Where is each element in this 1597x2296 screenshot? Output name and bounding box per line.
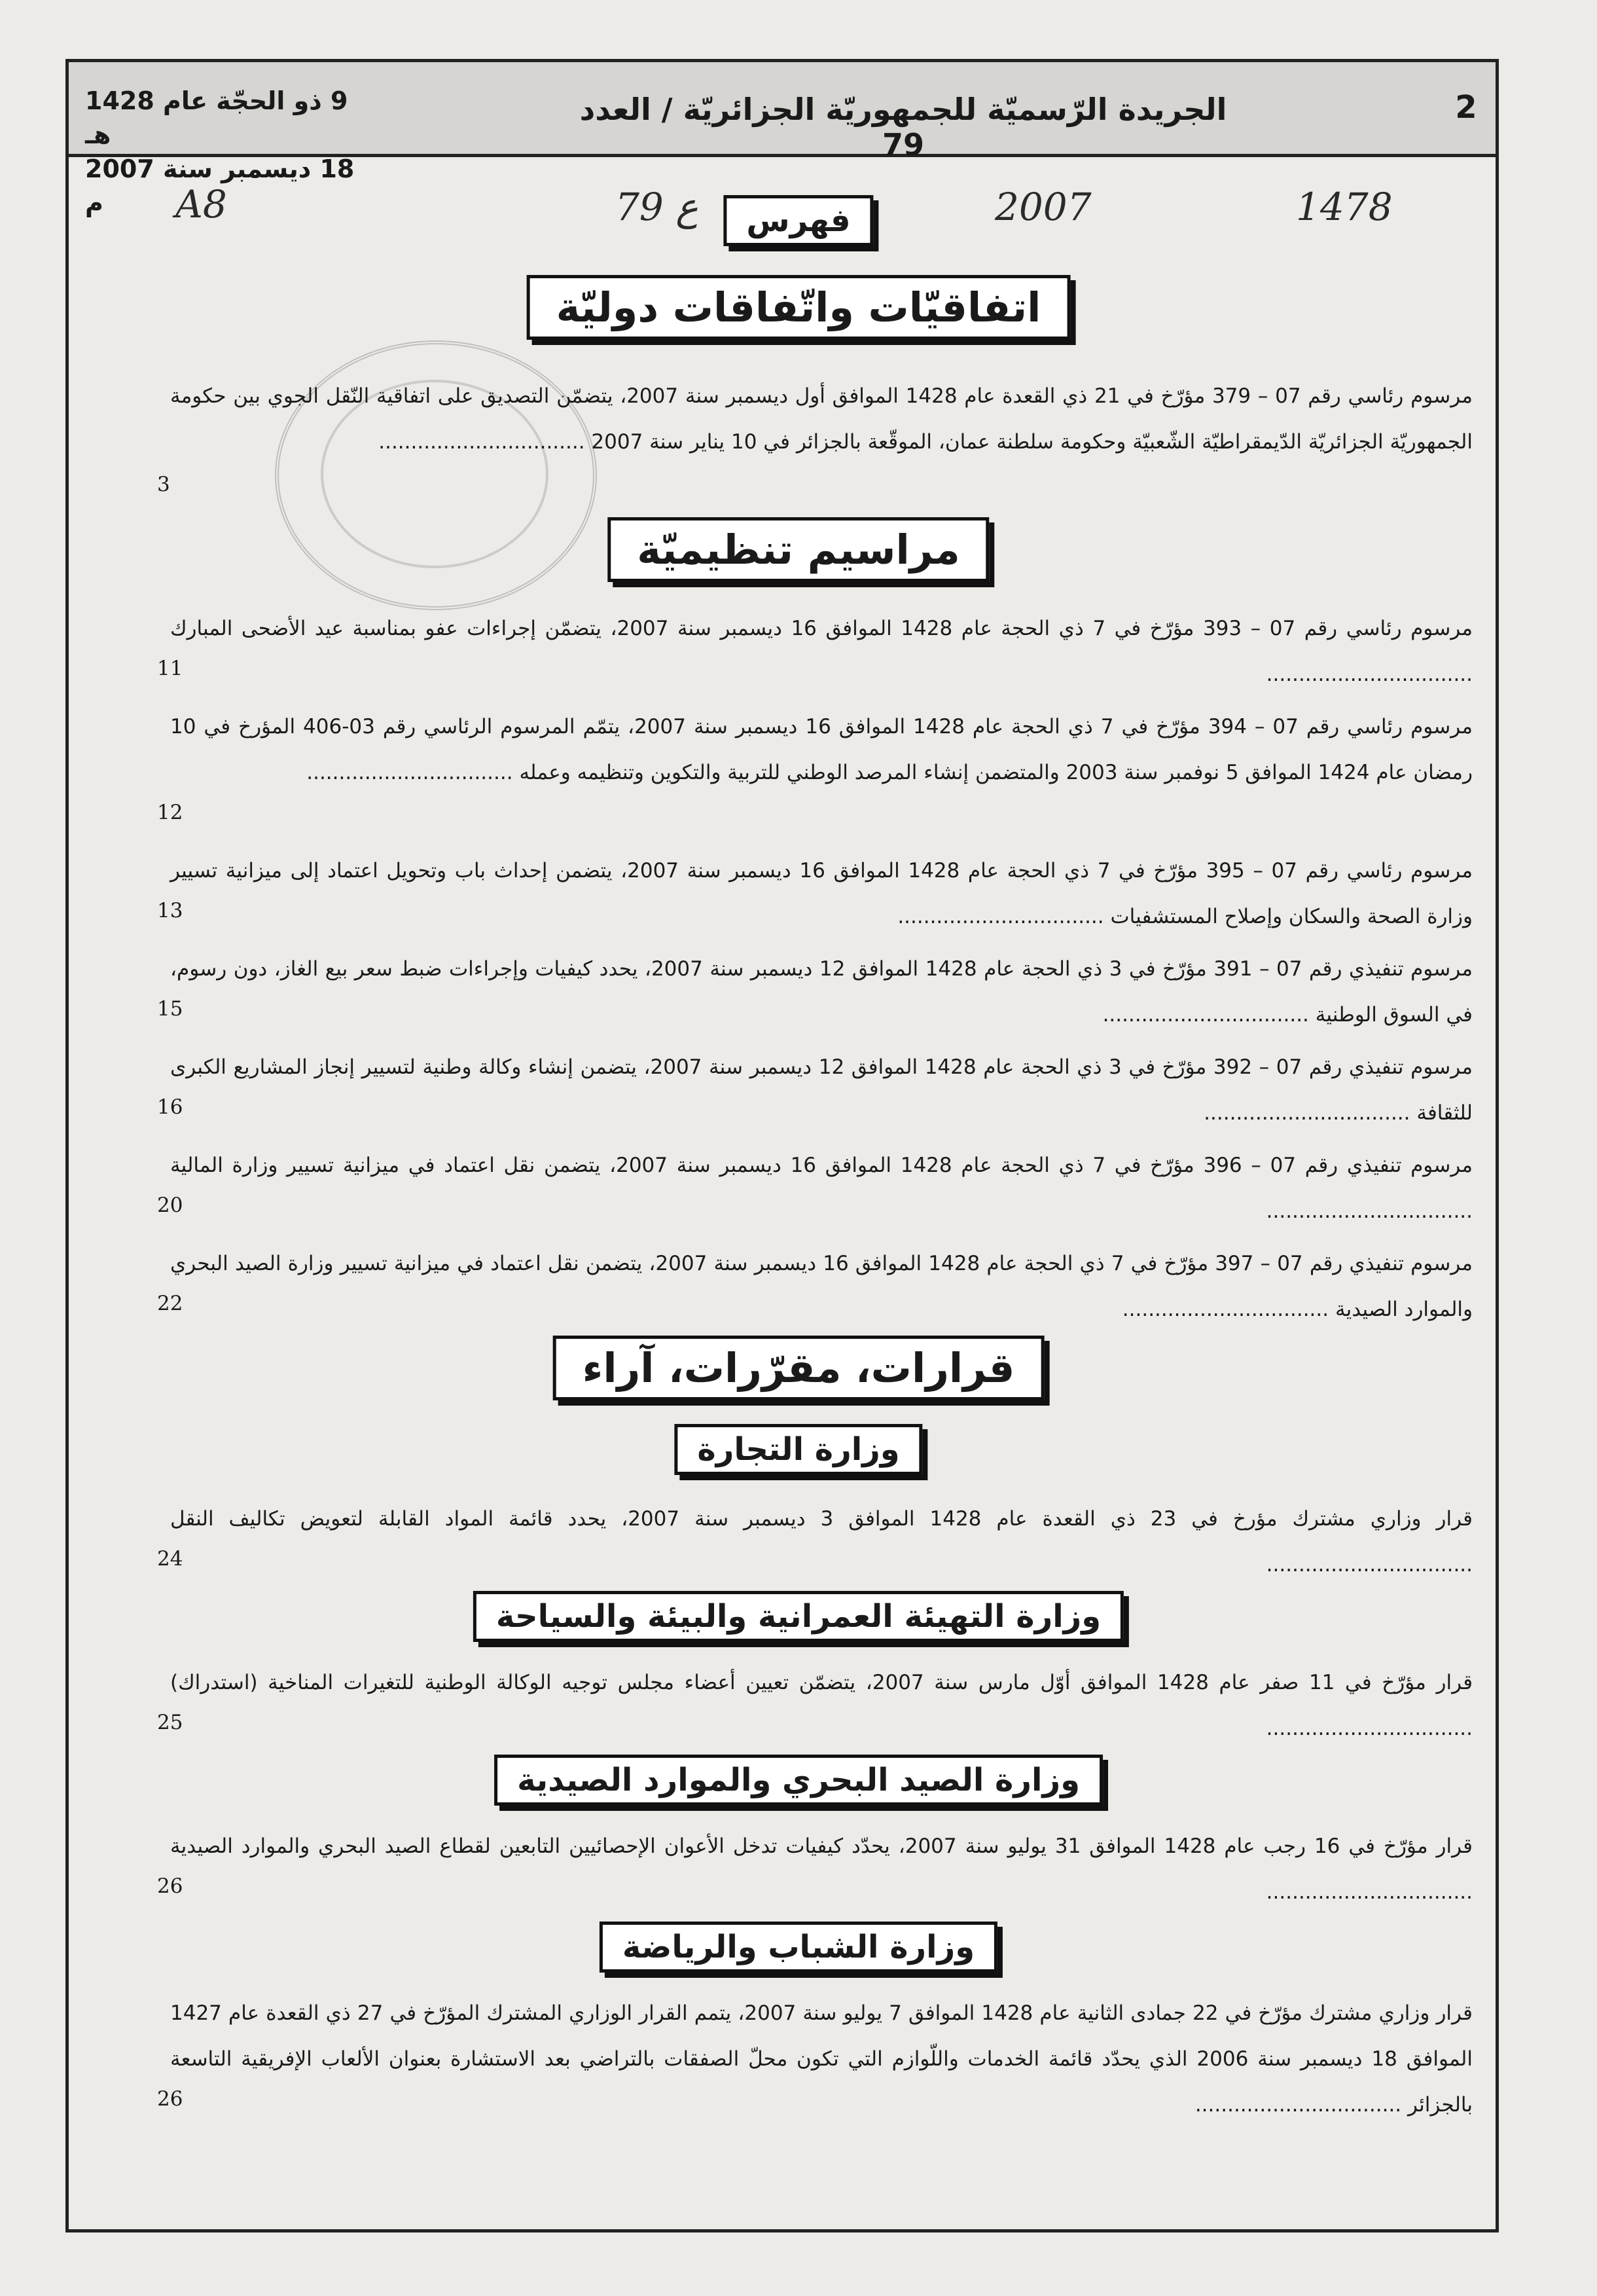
toc-entry: مرسوم تنفيذي رقم 07 – 396 مؤرّخ في 7 ذي الحجة عام 1428 الموافق 16 ديسمبر سنة 2007، يتضمن نقل اعتماد في ميزانية تسيير وزارة المالية ................................: [170, 1154, 1473, 1223]
toc-entry-page: 25: [157, 1711, 183, 1734]
toc-entry: مرسوم تنفيذي رقم 07 – 397 مؤرّخ في 7 ذي الحجة عام 1428 الموافق 16 ديسمبر سنة 2007، يتضمن نقل اعتماد في ميزانية تسيير وزارة الصيد البحري والموارد الصيدية ................................: [170, 1252, 1473, 1321]
dot-leader: ................................: [1266, 1717, 1473, 1740]
toc-entry: مرسوم رئاسي رقم 07 – 393 مؤرّخ في 7 ذي الحجة عام 1428 الموافق 16 ديسمبر سنة 2007، يتضمّن إجراءات عفو بمناسبة عيد الأضحى المبارك ................................: [170, 617, 1473, 686]
toc-entry-page: 22: [157, 1292, 183, 1315]
toc-entry: قرار وزاري مشترك مؤرّخ في 22 جمادى الثانية عام 1428 الموافق 7 يوليو سنة 2007، يتمم القرار الوزاري المشترك المؤرّخ في 27 ذي القعدة عام 1427 الموافق 18 ديسمبر سنة 2006 الذي يحدّد قائمة الخدمات واللّوازم التي تكون محلّ الصفقات بالتراضي بعد الاستشارة بعنوان الألعاب الإفريقية التاسعة بالجزائر ................................: [170, 2001, 1473, 2117]
toc-entry-page: 13: [157, 899, 183, 922]
subsection-title-youth-sports: وزارة الشباب والرياضة: [600, 1922, 997, 1973]
toc-entry-page: 24: [157, 1547, 183, 1571]
toc-title: فهرس: [723, 195, 873, 246]
toc-entry-page: 11: [157, 657, 183, 680]
toc-entry-page: 15: [157, 997, 183, 1021]
subsection-title-commerce: وزارة التجارة: [674, 1424, 922, 1475]
header-title: الجريدة الرّسميّة للجمهوريّة الجزائريّة / العدد 79: [579, 92, 1227, 162]
toc-entry: مرسوم رئاسي رقم 07 – 379 مؤرّخ في 21 ذي القعدة عام 1428 الموافق أول ديسمبر سنة 2007، يتضمّن التصديق على اتفاقية النّقل الجوي بين حكومة الجمهوريّة الجزائريّة الدّيمقراطيّة الشّعبيّة وحكومة سلطنة عمان، الموقّعة بالجزائر في 10 يناير سنة 2007 ................................: [170, 384, 1473, 454]
dot-leader: ................................: [1266, 1553, 1473, 1576]
toc-entry-page: 20: [157, 1194, 183, 1217]
dot-leader: ................................: [1266, 1880, 1473, 1904]
handwritten-note-c: 2007: [995, 185, 1092, 229]
subsection-title-environment: وزارة التهيئة العمرانية والبيئة والسياحة: [473, 1591, 1124, 1642]
toc-entry-page: 26: [157, 1874, 183, 1898]
dot-leader: ................................: [306, 761, 520, 784]
dot-leader: ................................: [1266, 1199, 1473, 1223]
dot-leader: ................................: [1102, 1003, 1316, 1027]
dot-leader: ................................: [1204, 1101, 1417, 1125]
section-title-international-agreements: اتفاقيّات واتّفاقات دوليّة: [527, 275, 1071, 340]
handwritten-note-a: A8: [175, 182, 227, 227]
toc-entry: مرسوم رئاسي رقم 07 – 395 مؤرّخ في 7 ذي الحجة عام 1428 الموافق 16 ديسمبر سنة 2007، يتضمن إحداث باب وتحويل اعتماد إلى ميزانية تسيير وزارة الصحة والسكان وإصلاح المستشفيات ................................: [170, 859, 1473, 928]
toc-entry: قرار مؤرّخ في 11 صفر عام 1428 الموافق أوّل مارس سنة 2007، يتضمّن تعيين أعضاء مجلس توجيه الوكالة الوطنية للتغيرات المناخية (استدراك) ................................: [170, 1671, 1473, 1740]
toc-entry-page: 12: [157, 801, 183, 824]
dot-leader: ................................: [897, 905, 1111, 928]
section-title-regulatory-decrees: مراسيم تنظيميّة: [607, 517, 989, 582]
handwritten-note-d: 1478: [1296, 185, 1393, 229]
section-title-decisions: قرارات، مقرّرات، آراء: [553, 1336, 1045, 1400]
toc-entry: مرسوم رئاسي رقم 07 – 394 مؤرّخ في 7 ذي الحجة عام 1428 الموافق 16 ديسمبر سنة 2007، يتمّم المرسوم الرئاسي رقم 03-406 المؤرخ في 10 رمضان عام 1424 الموافق 5 نوفمبر سنة 2003 والمتضمن إنشاء المرصد الوطني للتربية والتكوين وتنظيمه وعمله ................................: [170, 715, 1473, 784]
handwritten-note-b: 79 ع: [615, 185, 698, 229]
toc-entry: مرسوم تنفيذي رقم 07 – 391 مؤرّخ في 3 ذي الحجة عام 1428 الموافق 12 ديسمبر سنة 2007، يحدد كيفيات وإجراءات ضبط سعر بيع الغاز، دون رسوم، في السوق الوطنية ................................: [170, 957, 1473, 1027]
header-page-number: 2: [1455, 89, 1477, 126]
toc-entry: قرار وزاري مشترك مؤرخ في 23 ذي القعدة عام 1428 الموافق 3 ديسمبر سنة 2007، يحدد قائمة المواد القابلة لتعويض تكاليف النقل ................................: [170, 1507, 1473, 1576]
dot-leader: ................................: [1194, 2093, 1409, 2117]
toc-entry-page: 26: [157, 2087, 183, 2111]
toc-entry: مرسوم تنفيذي رقم 07 – 392 مؤرّخ في 3 ذي الحجة عام 1428 الموافق 12 ديسمبر سنة 2007، يتضمن إنشاء وكالة وطنية لتسيير إنجاز المشاريع الكبرى للثقافة ................................: [170, 1055, 1473, 1125]
header-date-gregorian: 18 ديسمبر سنة 2007 م: [85, 155, 355, 217]
toc-entry: قرار مؤرّخ في 16 رجب عام 1428 الموافق 31 يوليو سنة 2007، يحدّد كيفيات تدخل الأعوان الإحصائيين التابعين لقطاع الصيد البحري والموارد الصيدية ................................: [170, 1834, 1473, 1904]
toc-entry-page: 3: [157, 473, 170, 496]
dot-leader: ................................: [1122, 1298, 1335, 1321]
header-date-hijri: 9 ذو الحجّة عام 1428 هـ: [85, 86, 348, 149]
toc-entry-page: 16: [157, 1095, 183, 1119]
dot-leader: ................................: [1266, 663, 1473, 686]
subsection-title-fisheries: وزارة الصيد البحري والموارد الصيدية: [494, 1755, 1103, 1806]
dot-leader: ................................: [378, 430, 592, 454]
